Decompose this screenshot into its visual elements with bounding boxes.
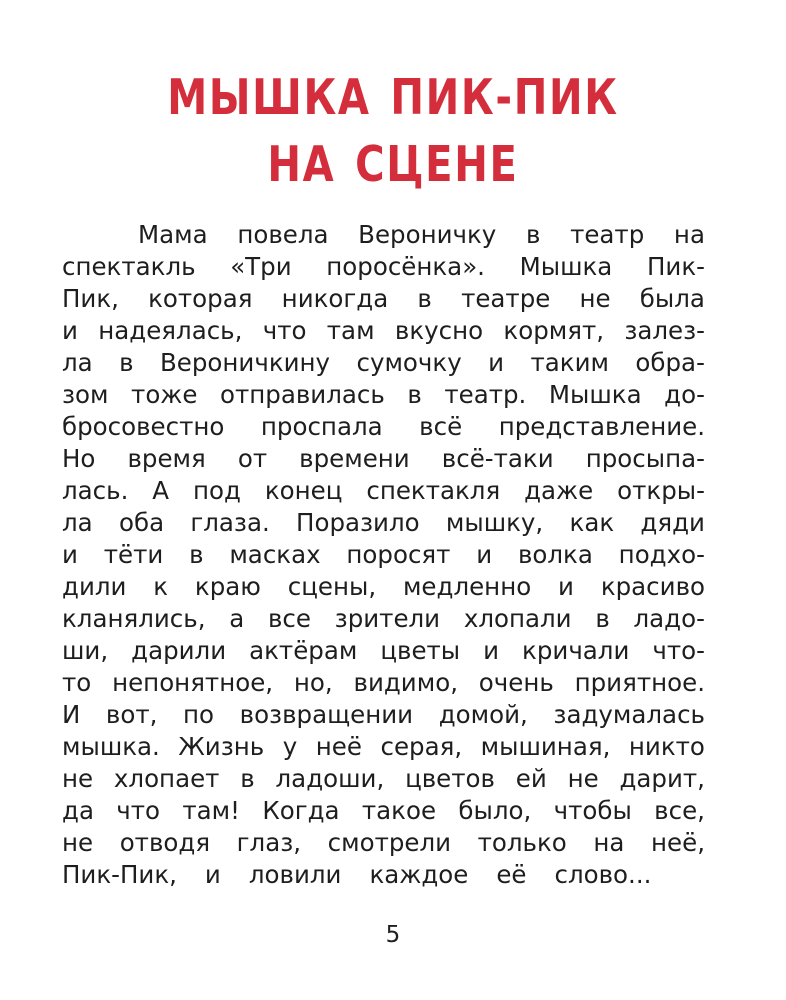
- word: обра-: [635, 348, 705, 377]
- word: кормят,: [503, 316, 605, 345]
- text-line: [62, 699, 705, 731]
- word: кричали: [522, 636, 630, 665]
- word: залез-: [624, 316, 705, 345]
- word: приятное.: [574, 668, 705, 697]
- word: поросёнка».: [326, 252, 485, 281]
- word: дили: [62, 572, 127, 601]
- word: никогда: [281, 284, 389, 313]
- word: ла: [62, 348, 93, 377]
- word: в: [189, 540, 204, 569]
- text-line: [62, 763, 705, 795]
- text-line: [62, 603, 705, 635]
- word: в: [407, 380, 422, 409]
- word: серая,: [380, 732, 463, 761]
- word: Мама: [138, 220, 208, 249]
- word: чтобы: [553, 796, 632, 825]
- word: не: [62, 828, 94, 857]
- word: бросовестно: [62, 412, 225, 441]
- word: представление.: [498, 412, 705, 441]
- word: сцены,: [287, 572, 377, 601]
- chapter-title-line-1: [71, 66, 716, 130]
- word: от: [237, 444, 268, 473]
- page-number: 5: [385, 922, 401, 948]
- word: и: [204, 860, 221, 889]
- word: отправилась: [220, 380, 385, 409]
- word: то: [62, 668, 92, 697]
- word: возвращении: [239, 700, 414, 729]
- word: краю: [194, 572, 261, 601]
- chapter-title-line-2: [71, 133, 716, 197]
- word: в: [119, 348, 134, 377]
- word: не: [567, 764, 599, 793]
- text-line: [62, 667, 705, 699]
- word: неё: [315, 732, 362, 761]
- word: по: [183, 700, 215, 729]
- word: лась.: [62, 476, 129, 505]
- word: видимо,: [353, 668, 458, 697]
- text-line: [62, 347, 705, 379]
- word: таким: [530, 348, 609, 377]
- word: повела: [237, 220, 329, 249]
- word: а: [229, 604, 245, 633]
- word: её: [496, 860, 527, 889]
- word: в: [595, 604, 610, 633]
- word: не: [579, 284, 611, 313]
- word: к: [153, 572, 169, 601]
- word: всё-таки: [441, 444, 554, 473]
- title-word: СЦЕНЕ: [355, 136, 519, 193]
- word: тёти: [103, 540, 164, 569]
- word: даже: [524, 476, 594, 505]
- word: хлопает: [113, 764, 220, 793]
- text-line: [62, 859, 705, 891]
- word: отводя: [119, 828, 211, 857]
- word: дарит,: [619, 764, 705, 793]
- text-line: [62, 731, 705, 763]
- word: все,: [654, 796, 705, 825]
- word: тоже: [131, 380, 198, 409]
- word: смотрели: [327, 828, 452, 857]
- word: что: [262, 316, 307, 345]
- word: просыпа-: [585, 444, 705, 473]
- word: глаза.: [190, 508, 270, 537]
- word: на: [593, 828, 625, 857]
- word: дарили: [131, 636, 227, 665]
- title-word: МЫШКА: [167, 69, 371, 126]
- word: всё: [419, 412, 463, 441]
- word: Вероничку: [358, 220, 497, 249]
- word: подхо-: [618, 540, 705, 569]
- word: проспала: [260, 412, 383, 441]
- word: глаз,: [236, 828, 302, 857]
- word: Мышка: [519, 252, 613, 281]
- word: Пик-: [646, 252, 705, 281]
- word: но,: [293, 668, 333, 697]
- word: дяди: [640, 508, 705, 537]
- word: в: [525, 220, 541, 249]
- word: до-: [664, 380, 705, 409]
- word: ловили: [248, 860, 342, 889]
- word: оба: [118, 508, 165, 537]
- text-line: [62, 571, 705, 603]
- word: кланялись,: [62, 604, 206, 633]
- text-line: [62, 475, 705, 507]
- word: Пик-Пик,: [62, 860, 177, 889]
- word: театр.: [444, 380, 527, 409]
- word: Поразило: [296, 508, 420, 537]
- word: «Три: [230, 252, 292, 281]
- word: и: [488, 348, 505, 377]
- word: у: [282, 732, 298, 761]
- word: сумочку: [356, 348, 462, 377]
- word: Пик,: [62, 284, 119, 313]
- word: спектакль: [62, 252, 196, 281]
- word: неё,: [651, 828, 705, 857]
- word: и: [62, 316, 78, 345]
- word: было,: [458, 796, 532, 825]
- word: что-: [652, 636, 705, 665]
- word: конец: [264, 476, 343, 505]
- word: волка: [517, 540, 593, 569]
- word: Когда: [262, 796, 340, 825]
- text-line: [62, 507, 705, 539]
- word: что: [116, 796, 161, 825]
- text-line: [62, 827, 705, 859]
- word: масках: [229, 540, 321, 569]
- text-line: [62, 315, 705, 347]
- word: зрители: [334, 604, 441, 633]
- text-line: [62, 795, 705, 827]
- word: очень: [478, 668, 554, 697]
- word: хлопали: [463, 604, 572, 633]
- word: времени: [299, 444, 410, 473]
- word: в: [240, 764, 255, 793]
- word: в: [417, 284, 432, 313]
- word: мышку,: [445, 508, 544, 537]
- word: А: [152, 476, 170, 505]
- word: как: [569, 508, 615, 537]
- word: театр: [570, 220, 645, 249]
- word: вот,: [105, 700, 158, 729]
- text-line: [62, 443, 705, 475]
- text-line: [62, 539, 705, 571]
- word: цветы: [380, 636, 461, 665]
- word: мышка.: [62, 732, 160, 761]
- word: и: [483, 636, 500, 665]
- word: ла: [62, 508, 93, 537]
- word: да: [62, 796, 94, 825]
- word: каждое: [369, 860, 469, 889]
- word: медленно: [402, 572, 532, 601]
- word: мышиная,: [480, 732, 611, 761]
- word: которая: [148, 284, 253, 313]
- title-word: НА: [267, 136, 336, 193]
- word: домой,: [438, 700, 528, 729]
- word: непонятное,: [112, 668, 274, 697]
- word: такое: [361, 796, 437, 825]
- text-line: [62, 379, 705, 411]
- word: цветов: [405, 764, 495, 793]
- word: И: [62, 700, 81, 729]
- word: и: [62, 540, 78, 569]
- word: под: [192, 476, 241, 505]
- word: Мышка: [548, 380, 642, 409]
- word: все: [267, 604, 311, 633]
- word: была: [639, 284, 705, 313]
- word: Вероничкину: [159, 348, 331, 377]
- word: только: [477, 828, 567, 857]
- word: не: [62, 764, 94, 793]
- word: красиво: [600, 572, 705, 601]
- word: никто: [628, 732, 705, 761]
- word: ладо-: [633, 604, 705, 633]
- word: слово...: [554, 860, 652, 889]
- word: там: [326, 316, 375, 345]
- text-line: [62, 219, 705, 251]
- word: ей: [515, 764, 547, 793]
- text-line: [62, 251, 705, 283]
- word: спектакля: [366, 476, 501, 505]
- title-word: ПИК-ПИК: [390, 69, 619, 126]
- word: задумалась: [553, 700, 705, 729]
- text-line: [62, 635, 705, 667]
- word: и: [558, 572, 574, 601]
- word: и: [476, 540, 493, 569]
- word: актёрам: [249, 636, 358, 665]
- text-line: [62, 411, 705, 443]
- word: откры-: [617, 476, 705, 505]
- word: поросят: [346, 540, 451, 569]
- text-line: [62, 283, 705, 315]
- word: вкусно: [394, 316, 484, 345]
- word: надеялась,: [98, 316, 243, 345]
- word: Жизнь: [178, 732, 265, 761]
- word: ладоши,: [275, 764, 385, 793]
- word: время: [127, 444, 206, 473]
- word: Но: [62, 444, 96, 473]
- word: театре: [461, 284, 551, 313]
- story-paragraph: [62, 219, 705, 891]
- word: там!: [182, 796, 240, 825]
- word: ши,: [62, 636, 109, 665]
- word: зом: [62, 380, 109, 409]
- word: на: [673, 220, 705, 249]
